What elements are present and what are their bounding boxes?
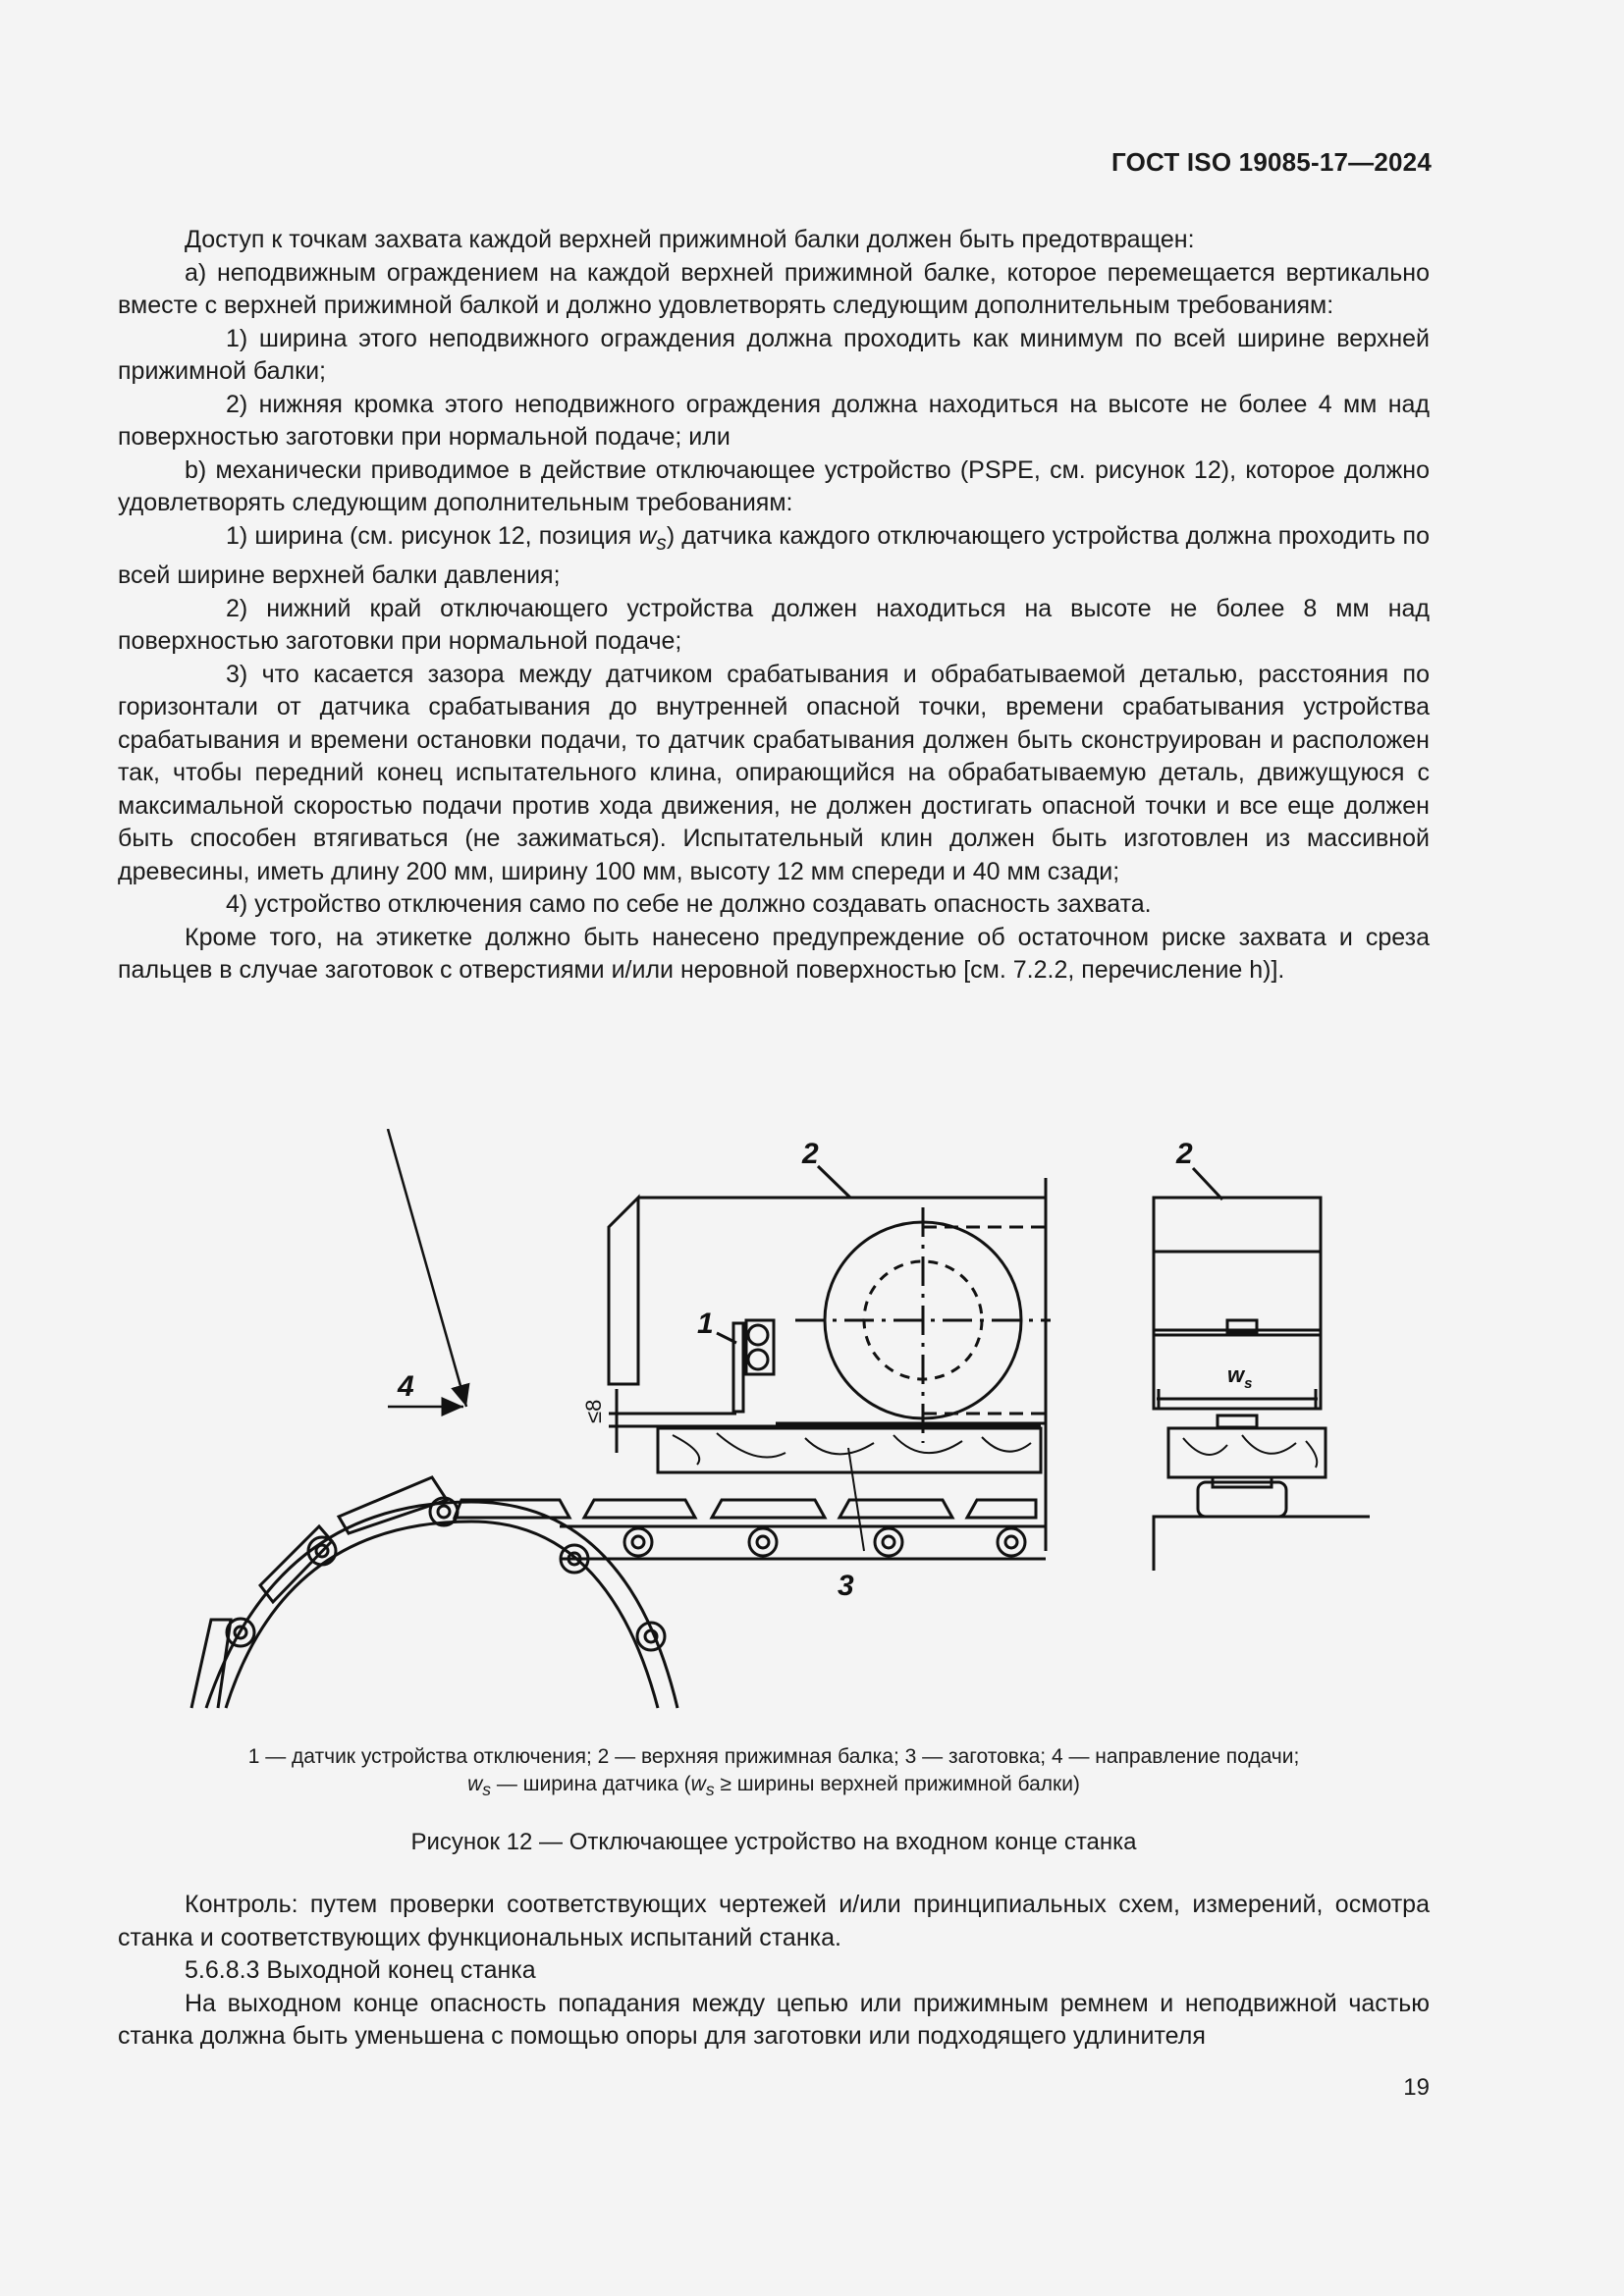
body-text-bottom: [118, 1889, 1430, 2054]
paragraph: 3) что касается зазора между датчиком срабатывания и обрабатываемой деталью, расстояния по горизонтали от датчика срабатывания до внутренней опасной точки, времени срабатывания устройства срабатывания и времени остановки подачи, то датчик срабатывания должен быть сконструирован и расположен так, чтобы передний конец испытательного клина, опирающийся на обрабатываемую деталь, движущуюся с максимальной скоростью подачи против хода движения, не должен достигать опасной точки и все еще должен быть способен втягиваться (не зажиматься). Испытательный клин должен быть изготовлен из массивной древесины, иметь длину 200 мм, ширину 100 мм, высоту 12 мм спереди и 40 мм сзади;: [118, 660, 1430, 885]
paragraph: Кроме того, на этикетке должно быть нанесено предупреждение об остаточном риске захвата и среза пальцев в случае заготовок с отверстиями и/или неровной поверхностью [см. 7.2.2, перечисление h)].: [118, 923, 1430, 984]
paragraph: 1) ширина этого неподвижного ограждения должна проходить как минимум по всей ширине верхней прижимной балки;: [118, 324, 1430, 385]
label-feed: 4: [398, 1370, 414, 1403]
label-width: $w_s$: [1227, 1362, 1253, 1392]
caption-line: $w_s$ — ширина датчика ($w_s$ ≥ ширины верхней прижимной балки): [467, 1773, 1080, 1800]
label-gap: ≤8: [581, 1399, 606, 1423]
page-number: 19: [1403, 2074, 1430, 2101]
paragraph: 2) нижняя кромка этого неподвижного ограждения должна находиться на высоте не более 4 мм над поверхностью заготовки при нормальной подаче; или: [118, 390, 1430, 451]
standard-header: ГОСТ ISO 19085-17—2024: [1111, 147, 1432, 177]
label-sensor: 1: [697, 1308, 714, 1340]
figure-12-drawing: [147, 1129, 1384, 1718]
label-beam-side: 2: [1176, 1138, 1193, 1170]
body-text-top: [118, 224, 1430, 988]
paragraph: 2) нижний край отключающего устройства должен находиться на высоте не более 8 мм над поверхностью заготовки при нормальной подаче;: [118, 594, 1430, 655]
paragraph: На выходном конце опасность попадания между цепью или прижимным ремнем и неподвижной частью станка должна быть уменьшена с помощью опоры для заготовки или подходящего удлинителя: [118, 1989, 1430, 2050]
label-beam: 2: [802, 1138, 819, 1170]
paragraph: Контроль: путем проверки соответствующих чертежей и/или принципиальных схем, измерений, осмотра станка и соответствующих функциональных испытаний станка.: [118, 1891, 1430, 1951]
paragraph: 1) ширина (см. рисунок 12, позиция $w_s$) датчика каждого отключающего устройства должна проходить по всей ширине верхней балки давления;: [118, 521, 1431, 589]
figure-caption: [118, 1743, 1430, 1803]
caption-line: 1 — датчик устройства отключения; 2 — верхняя прижимная балка; 3 — заготовка; 4 — направление подачи;: [247, 1745, 1300, 1768]
label-workpiece: 3: [838, 1570, 854, 1602]
figure-title: Рисунок 12 — Отключающее устройство на входном конце станка: [410, 1829, 1137, 1855]
paragraph: Доступ к точкам захвата каждой верхней прижимной балки должен быть предотвращен:: [185, 226, 1195, 253]
section-heading: 5.6.8.3 Выходной конец станка: [185, 1956, 536, 1984]
paragraph: 4) устройство отключения само по себе не должно создавать опасность захвата.: [226, 890, 1152, 918]
paragraph: b) механически приводимое в действие отключающее устройство (PSPE, см. рисунок 12), которое должно удовлетворять следующим дополнительным требованиям:: [118, 455, 1430, 516]
paragraph: а) неподвижным ограждением на каждой верхней прижимной балке, которое перемещается вертикально вместе с верхней прижимной балкой и должно удовлетворять следующим дополнительным требованиям:: [118, 258, 1430, 319]
